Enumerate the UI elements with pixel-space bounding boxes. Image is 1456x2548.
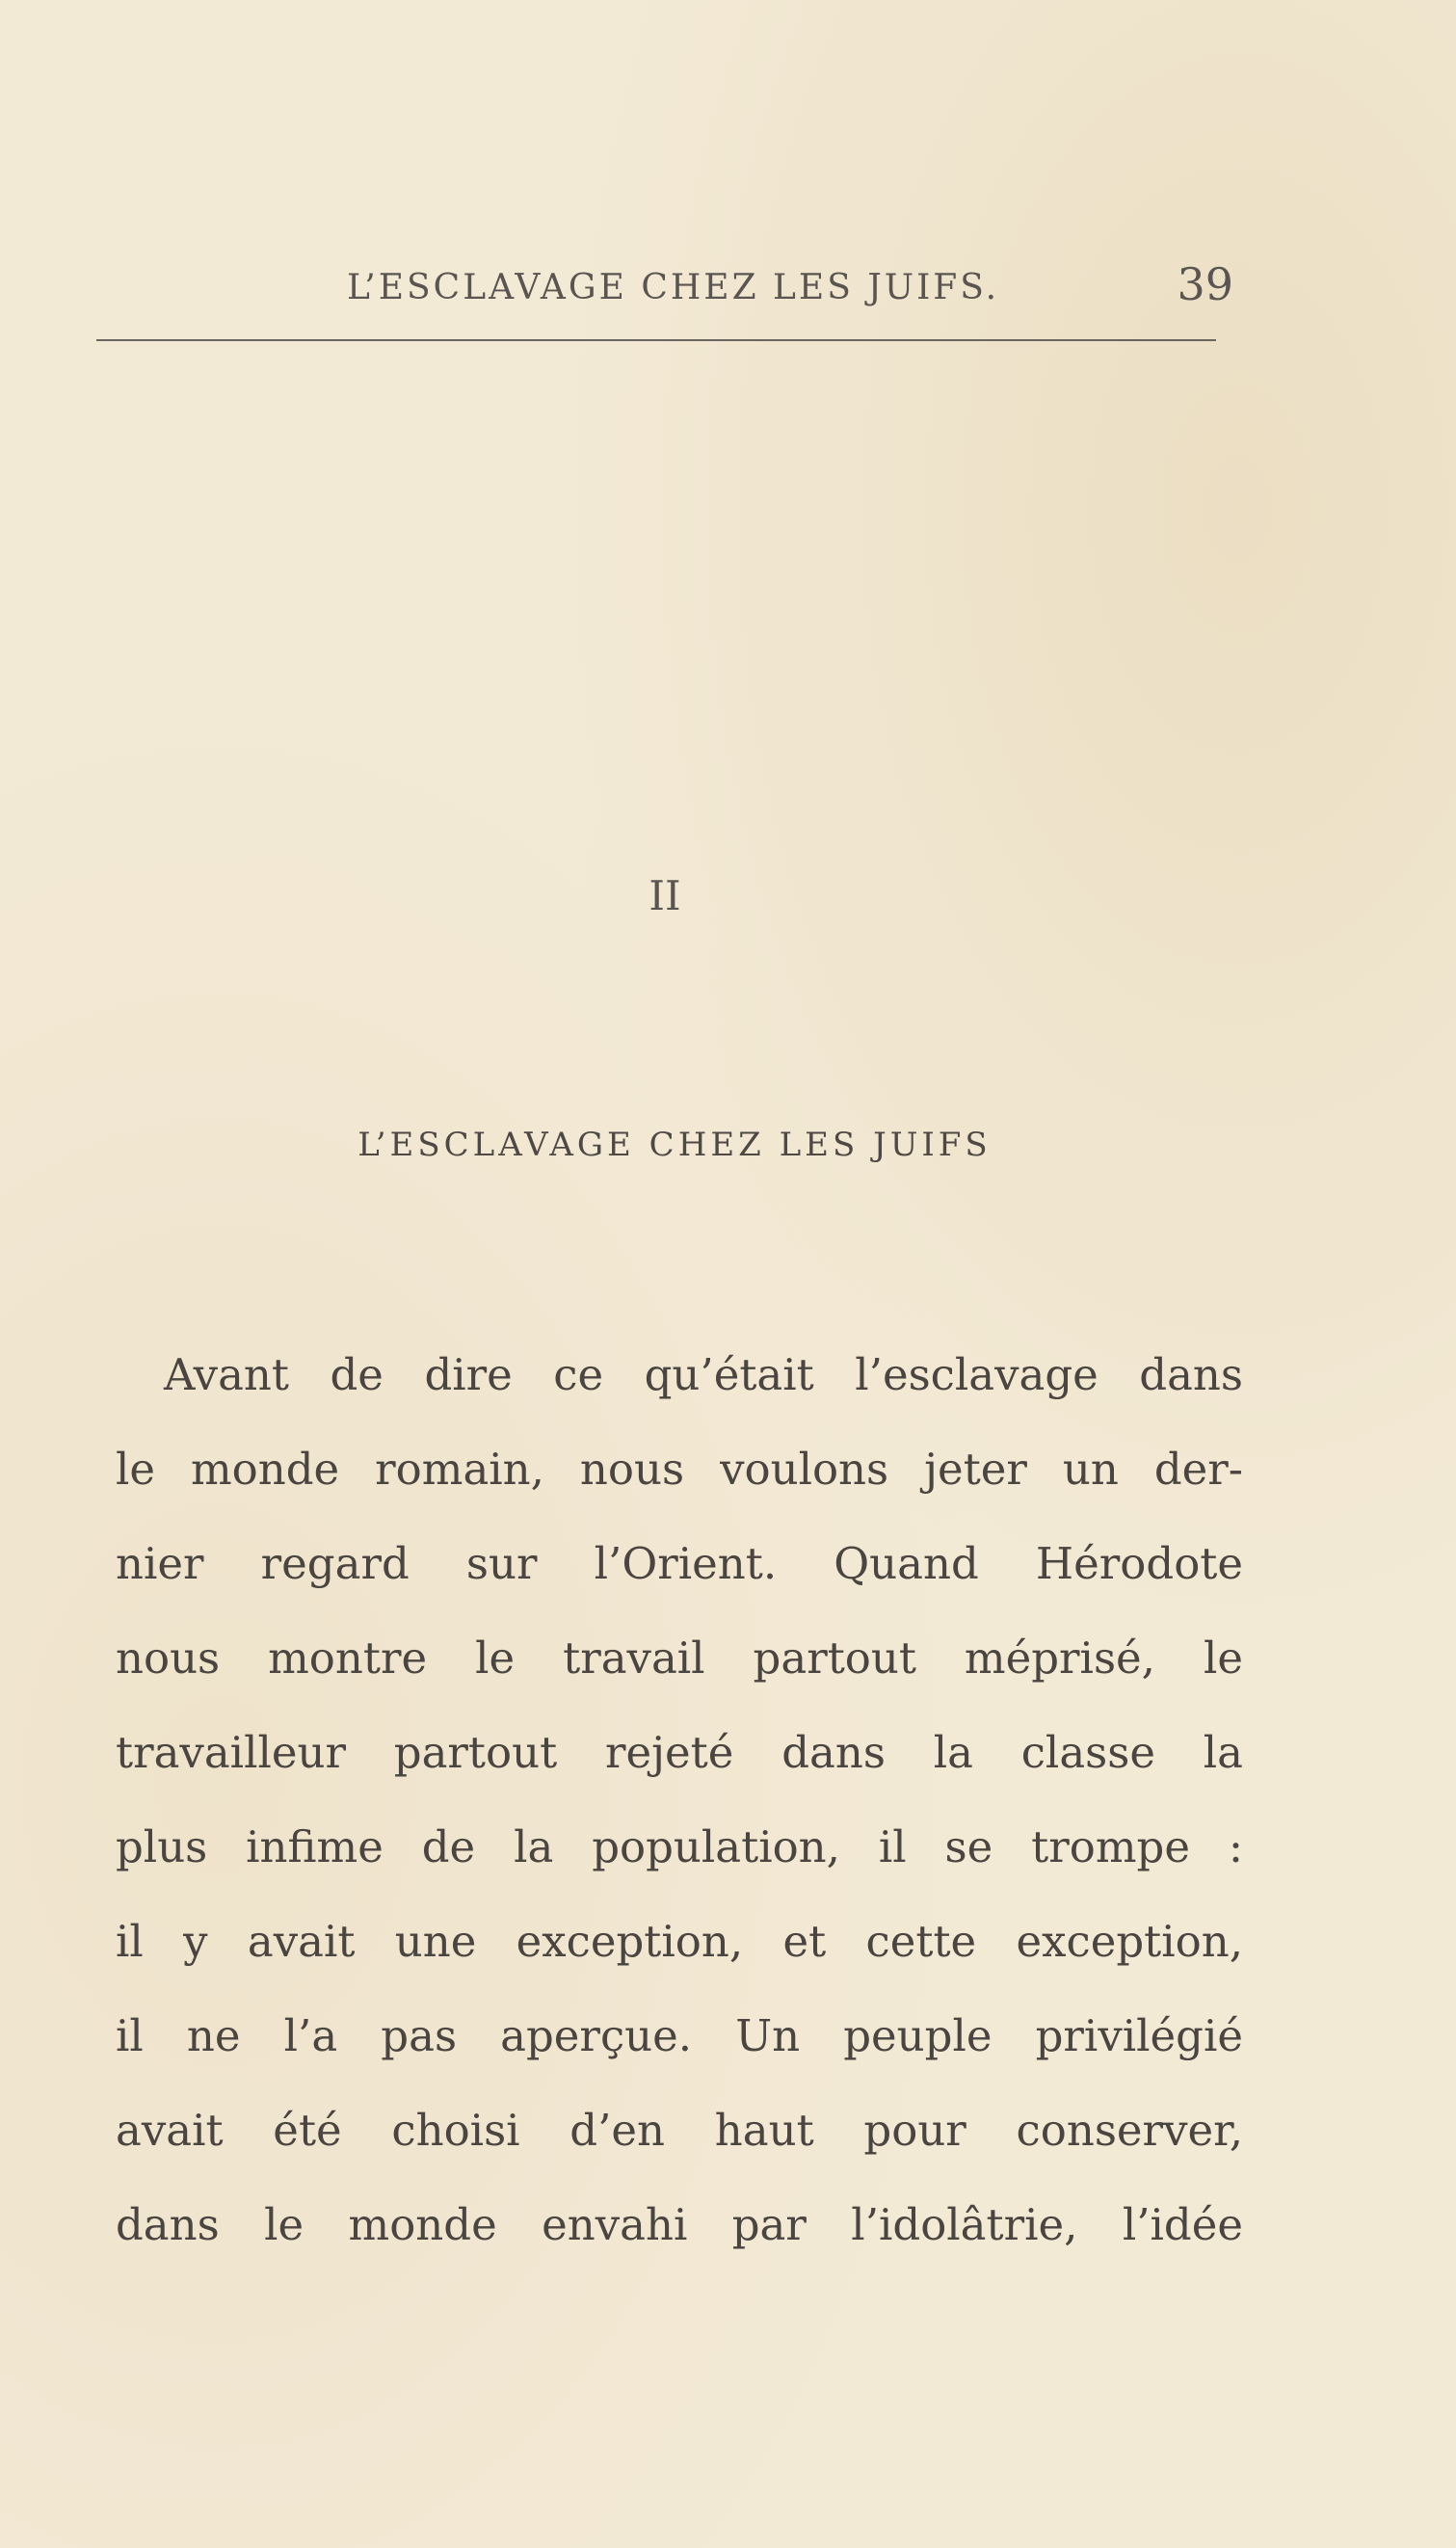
text-line: dans le monde envahi par l’idolâtrie, l’idée [116, 2199, 1243, 2250]
text-line: travailleur partout rejeté dans la classe la [116, 1727, 1243, 1778]
running-header [87, 258, 1233, 316]
text-line: Avant de dire ce qu’était l’esclavage dans [164, 1349, 1243, 1400]
text-line: nier regard sur l’Orient. Quand Hérodote [116, 1538, 1243, 1589]
text-line: il ne l’a pas aperçue. Un peuple privilégié [116, 2010, 1243, 2061]
text-line: le monde romain, nous voulons jeter un der- [116, 1444, 1243, 1495]
running-title: L’ESCLAVAGE CHEZ LES JUIFS. [347, 268, 1000, 307]
text-line: il y avait une exception, et cette exception, [116, 1916, 1243, 1967]
text-line: plus infime de la population, il se trompe : [116, 1821, 1243, 1872]
header-rule [96, 339, 1216, 341]
chapter-number: II [649, 872, 681, 919]
page-number: 39 [1177, 258, 1233, 310]
text-line: avait été choisi d’en haut pour conserver, [116, 2105, 1243, 2156]
chapter-title: L’ESCLAVAGE CHEZ LES JUIFS [357, 1126, 992, 1164]
body-paragraph [116, 1328, 1243, 2272]
text-line: nous montre le travail partout méprisé, le [116, 1632, 1243, 1684]
